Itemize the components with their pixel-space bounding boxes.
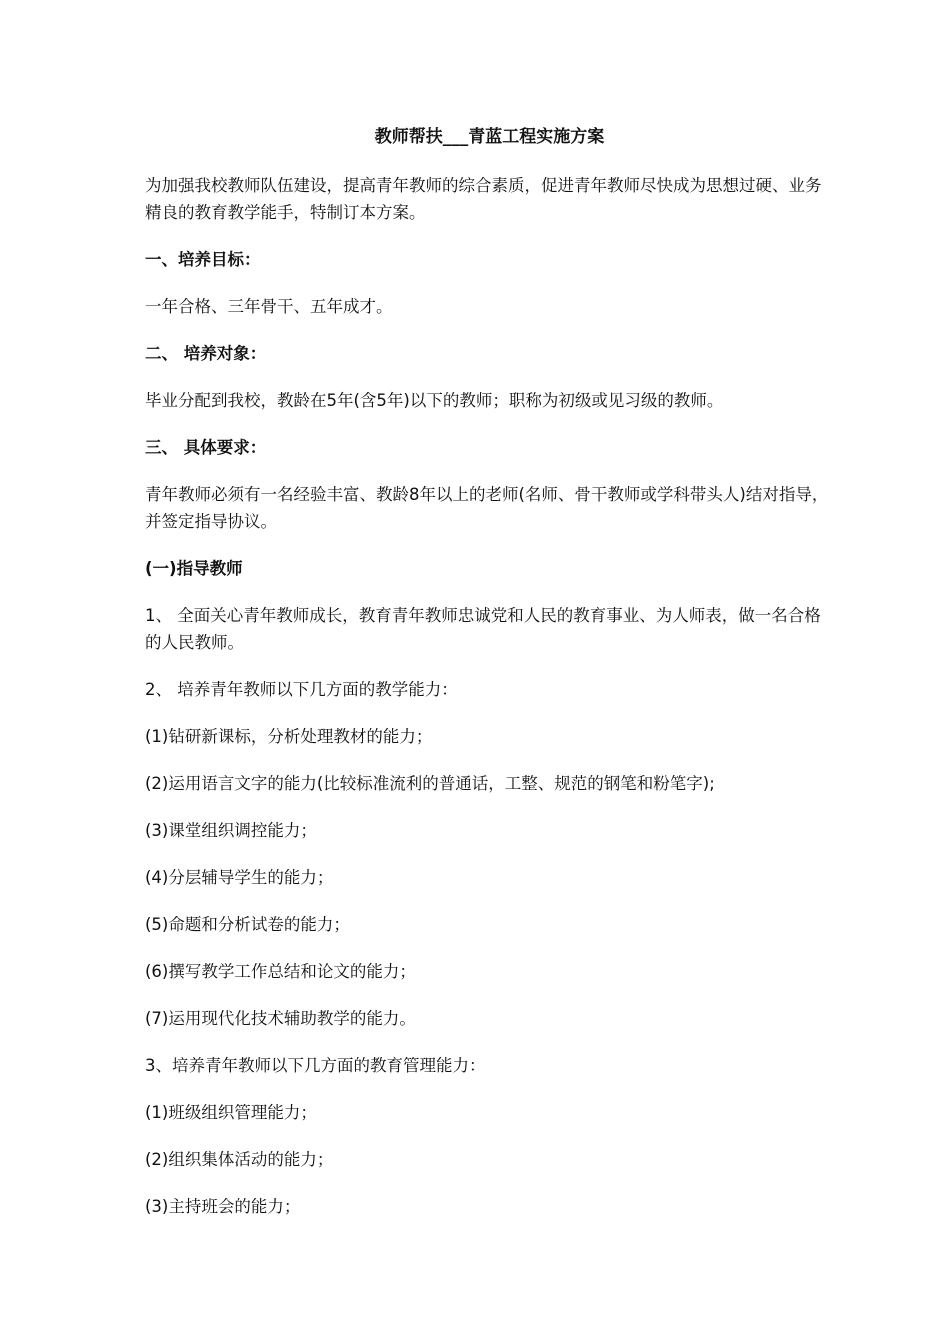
targets-paragraph: 毕业分配到我校，教龄在5年(含5年)以下的教师；职称为初级或见习级的教师。 bbox=[145, 391, 724, 410]
teaching-ability-item: (3)课堂组织调控能力； bbox=[145, 821, 317, 840]
teaching-ability-item: (4)分层辅导学生的能力； bbox=[145, 868, 334, 887]
teaching-ability-item: (7)运用现代化技术辅助教学的能力。 bbox=[145, 1009, 416, 1028]
list-item-care: 1、 全面关心青年教师成长，教育青年教师忠诚党和人民的教育事业、为人师表，做一名合格的人民教师。 bbox=[145, 606, 821, 652]
document-title: 教师帮扶___青蓝工程实施方案 bbox=[374, 127, 605, 147]
subsection-heading-mentor: (一)指导教师 bbox=[145, 559, 243, 578]
teaching-ability-item: (6)撰写教学工作总结和论文的能力； bbox=[145, 962, 416, 981]
intro-paragraph: 为加强我校教师队伍建设，提高青年教师的综合素质，促进青年教师尽快成为思想过硬、业务精良的教育教学能手，特制订本方案。 bbox=[145, 176, 822, 222]
management-ability-item: (2)组织集体活动的能力； bbox=[145, 1150, 334, 1169]
list-item-teaching-abilities: 2、 培养青年教师以下几方面的教学能力： bbox=[145, 680, 458, 699]
teaching-ability-item: (2)运用语言文字的能力(比较标准流利的普通话，工整、规范的钢笔和粉笔字); bbox=[145, 774, 715, 793]
management-ability-item: (1)班级组织管理能力； bbox=[145, 1103, 317, 1122]
requirements-paragraph: 青年教师必须有一名经验丰富、教龄8年以上的老师(名师、骨干教师或学科带头人)结对指导，并签定指导协议。 bbox=[145, 485, 829, 531]
goals-paragraph: 一年合格、三年骨干、五年成才。 bbox=[145, 297, 393, 316]
section-heading-requirements: 三、 具体要求： bbox=[145, 438, 267, 457]
management-ability-item: (3)主持班会的能力； bbox=[145, 1197, 301, 1216]
teaching-ability-item: (5)命题和分析试卷的能力； bbox=[145, 915, 350, 934]
teaching-ability-item: (1)钻研新课标，分析处理教材的能力； bbox=[145, 727, 433, 746]
section-heading-targets: 二、 培养对象： bbox=[145, 344, 267, 363]
section-heading-goals: 一、培养目标： bbox=[145, 250, 261, 269]
list-item-management-abilities: 3、培养青年教师以下几方面的教育管理能力： bbox=[145, 1056, 486, 1075]
